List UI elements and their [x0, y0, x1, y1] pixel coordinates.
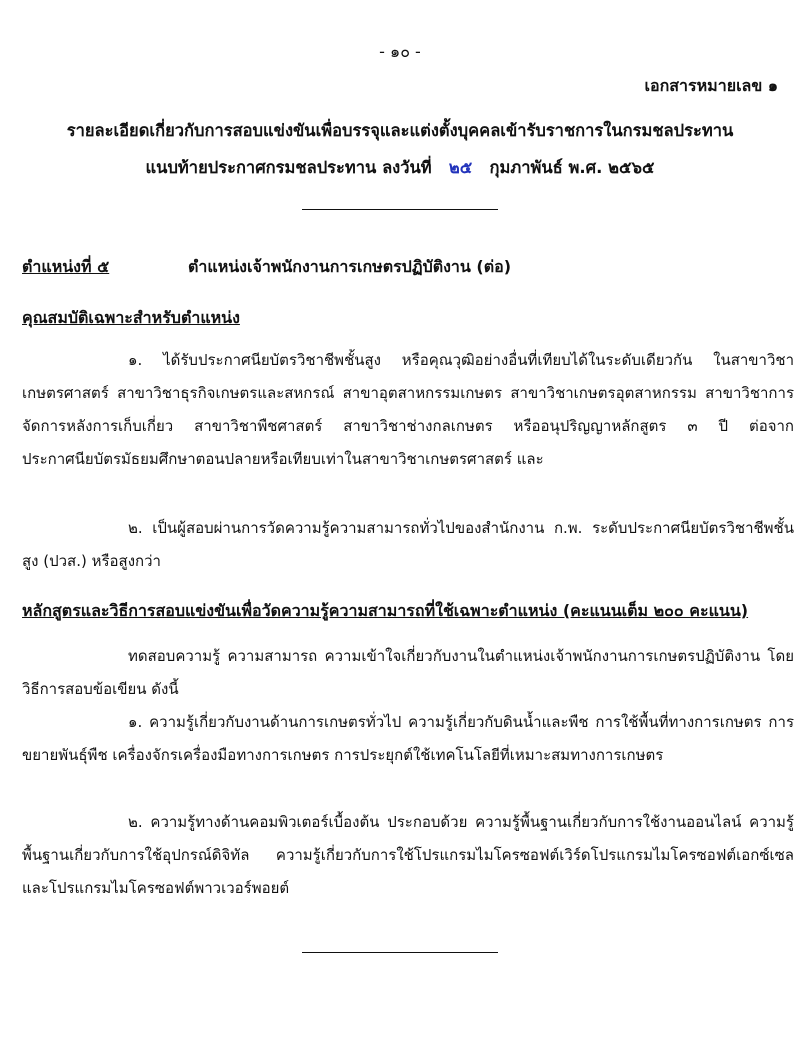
heading-announcement-date: กุมภาพันธ์ พ.ศ. ๒๕๖๕	[489, 158, 655, 177]
exam-title: หลักสูตรและวิธีการสอบแข่งขันเพื่อวัดความรู้ความสามารถที่ใช้เฉพาะตำแหน่ง (คะแนนเต็ม ๒๐๐ คะแนน)	[22, 601, 749, 620]
exam-intro	[22, 640, 794, 706]
exam-item-2	[22, 806, 794, 905]
qualifications-title: คุณสมบัติเฉพาะสำหรับตำแหน่ง	[22, 308, 240, 327]
divider-bottom	[302, 952, 498, 953]
exam-item-2-text: ๒. ความรู้ทางด้านคอมพิวเตอร์เบื้องต้น ประกอบด้วย ความรู้พื้นฐานเกี่ยวกับการใช้งานออนไลน์ ความรู้พื้นฐานเกี่ยวกับการใช้อุปกรณ์ดิจิทัล ความรู้เกี่ยวกับการใช้โปรแกรมไมโครซอฟต์เวิร์ดโปรแกรมไมโครซอฟต์เอกซ์เซล และโปรแกรมไมโครซอฟต์พาวเวอร์พอยต์	[22, 813, 794, 897]
qualification-item-2-text: ๒. เป็นผู้สอบผ่านการวัดความรู้ความสามารถทั่วไปของสำนักงาน ก.พ. ระดับประกาศนียบัตรวิชาชีพชั้นสูง (ปวส.) หรือสูงกว่า	[22, 519, 794, 570]
page-number: - ๑๐ -	[379, 42, 421, 61]
qualification-item-1	[22, 344, 794, 476]
position-row	[22, 255, 512, 280]
exam-item-1-text: ๑. ความรู้เกี่ยวกับงานด้านการเกษตรทั่วไป ความรู้เกี่ยวกับดินน้ำและพืช การใช้พื้นที่ทางการเกษตร การขยายพันธุ์พืช เครื่องจักรเครื่องมือทางการเกษตร การประยุกต์ใช้เทคโนโลยีที่เหมาะสมทางการเกษตร	[22, 713, 794, 764]
heading-line-2	[0, 155, 800, 181]
position-title: ตำแหน่งเจ้าพนักงานการเกษตรปฏิบัติงาน (ต่อ)	[188, 257, 512, 276]
position-label: ตำแหน่งที่ ๕	[22, 257, 110, 276]
heading-handwritten-day: ๒๕	[448, 158, 473, 177]
heading-announcement-prefix: แนบท้ายประกาศกรมชลประทาน ลงวันที่	[145, 158, 432, 177]
divider-top	[302, 209, 498, 210]
heading-line-1: รายละเอียดเกี่ยวกับการสอบแข่งขันเพื่อบรรจุและแต่งตั้งบุคคลเข้ารับราชการในกรมชลประทาน	[66, 121, 734, 140]
document-number: เอกสารหมายเลข ๑	[644, 76, 778, 95]
exam-item-1	[22, 706, 794, 772]
qualification-item-2	[22, 512, 794, 578]
qualification-item-1-text: ๑. ได้รับประกาศนียบัตรวิชาชีพชั้นสูง หรือคุณวุฒิอย่างอื่นที่เทียบได้ในระดับเดียวกัน ในสาขาวิชาเกษตรศาสตร์ สาขาวิชาธุรกิจเกษตรและสหกรณ์ สาขาอุตสาหกรรมเกษตร สาขาวิชาเกษตรอุตสาหกรรม สาขาวิชาการจัดการหลังการเก็บเกี่ยว สาขาวิชาพืชศาสตร์ สาขาวิชาช่างกลเกษตร หรืออนุปริญญาหลักสูตร ๓ ปี ต่อจากประกาศนียบัตรมัธยมศึกษาตอนปลายหรือเทียบเท่าในสาขาวิชาเกษตรศาสตร์ และ	[22, 351, 794, 468]
exam-intro-text: ทดสอบความรู้ ความสามารถ ความเข้าใจเกี่ยวกับงานในตำแหน่งเจ้าพนักงานการเกษตรปฏิบัติงาน โดยวิธีการสอบข้อเขียน ดังนี้	[22, 647, 794, 698]
